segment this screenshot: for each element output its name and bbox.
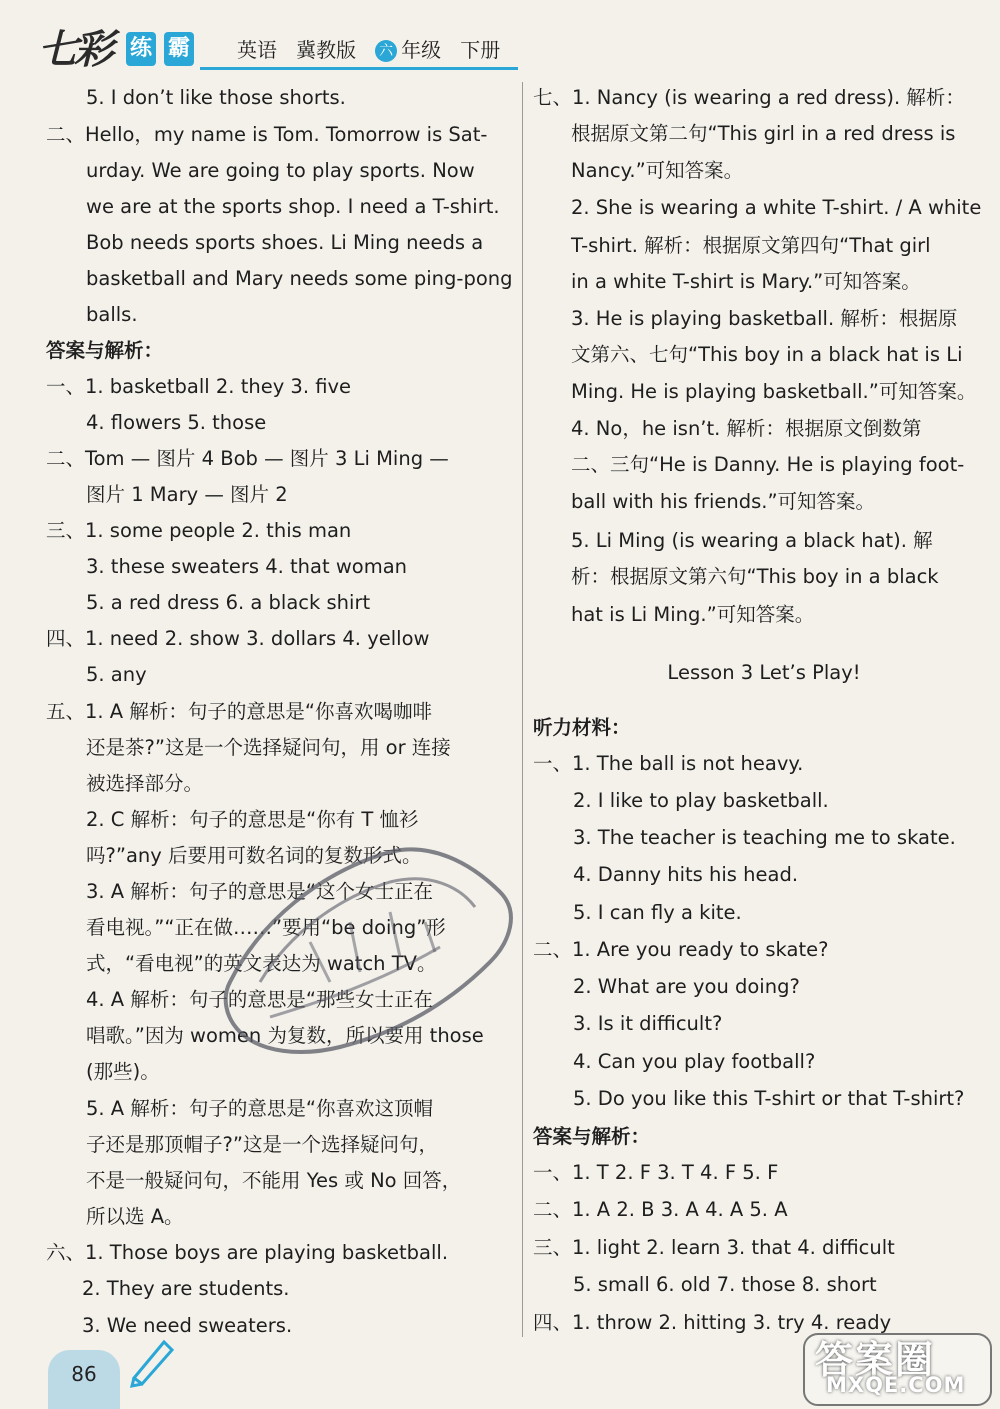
right-column-line-11: 二、三句“He is Danny. He is playing foot- (571, 453, 965, 476)
right-column-line-31: 三、1. light 2. learn 3. that 4. difficult (533, 1236, 895, 1259)
right-column-line-3: Nancy.”可知答案。 (571, 159, 744, 182)
watermark-url: MXQE.COM (826, 1373, 966, 1397)
left-column-line-19: 还是茶?”这是一个选择疑问句，用 or 连接 (86, 736, 451, 759)
left-column-line-20: 被选择部分。 (86, 772, 204, 795)
right-column-line-7: 3. He is playing basketball. 解析：根据原 (571, 307, 958, 330)
right-column-line-21: 4. Danny hits his head. (573, 863, 799, 886)
right-column-line-15: hat is Li Ming.”可知答案。 (571, 603, 815, 626)
left-column-line-12: 图片 1 Mary — 图片 2 (86, 483, 288, 506)
left-column-line-18: 五、1. A 解析：句子的意思是“你喜欢喝咖啡 (46, 700, 432, 723)
left-column-line-29: 5. A 解析：句子的意思是“你喜欢这顶帽 (86, 1097, 433, 1120)
left-column-line-21: 2. C 解析：句子的意思是“你有 T 恤衫 (86, 808, 419, 831)
logo-box-ba: 霸 (164, 32, 194, 66)
right-column-line-20: 3. The teacher is teaching me to skate. (573, 826, 956, 849)
right-column-line-27: 5. Do you like this T-shirt or that T-shirt? (573, 1087, 965, 1110)
right-column-line-2: 根据原文第二句“This girl in a red dress is (571, 122, 956, 145)
left-column-line-2: 二、Hello，my name is Tom. Tomorrow is Sat- (46, 123, 488, 146)
left-column-line-8: 答案与解析： (46, 339, 164, 362)
right-column-line-25: 3. Is it difficult? (573, 1012, 723, 1035)
page-number: 86 (71, 1362, 97, 1386)
logo-box-lian: 练 (126, 32, 156, 66)
right-column-line-18: 一、1. The ball is not heavy. (533, 752, 804, 775)
left-column-line-17: 5. any (86, 663, 147, 686)
right-column-line-24: 2. What are you doing? (573, 975, 800, 998)
left-column-line-6: basketball and Mary needs some ping-pong (86, 267, 513, 290)
left-column-line-3: urday. We are going to play sports. Now (86, 159, 475, 182)
left-column-line-24: 看电视。”“正在做……”要用“be doing”形 (86, 916, 446, 939)
right-column-line-9: Ming. He is playing basketball.”可知答案。 (571, 380, 977, 403)
right-column-line-5: T-shirt. 解析：根据原文第四句“That girl (571, 234, 931, 257)
right-column-line-17: 听力材料： (533, 716, 631, 739)
right-column-line-19: 2. I like to play basketball. (573, 789, 829, 812)
right-column-line-22: 5. I can fly a kite. (573, 901, 742, 924)
left-column-line-33: 六、1. Those boys are playing basketball. (46, 1241, 449, 1264)
left-column-line-32: 所以选 A。 (86, 1205, 184, 1228)
left-column-line-15: 5. a red dress 6. a black shirt (86, 591, 371, 614)
right-column-line-30: 二、1. A 2. B 3. A 4. A 5. A (533, 1198, 788, 1221)
logo-brush-text: 七彩 (38, 26, 110, 73)
left-column-line-26: 4. A 解析：句子的意思是“那些女士正在 (86, 988, 433, 1011)
right-column-line-14: 析：根据原文第六句“This boy in a black (571, 565, 939, 588)
left-column-line-28: (那些)。 (86, 1060, 160, 1083)
right-column-line-8: 文第六、七句“This boy in a black hat is Li (571, 343, 963, 366)
left-column-line-30: 子还是那顶帽子?”这是一个选择疑问句， (86, 1133, 438, 1156)
left-column-line-1: 5. I don’t like those shorts. (86, 86, 346, 109)
page-header (0, 0, 1000, 74)
right-column-line-16: Lesson 3 Let’s Play! (667, 661, 861, 684)
left-column-line-34: 2. They are students. (82, 1277, 290, 1300)
left-column-line-5: Bob needs sports shoes. Li Ming needs a (86, 231, 484, 254)
left-column-line-22: 吗?”any 后要用可数名词的复数形式。 (86, 844, 422, 867)
right-column-line-32: 5. small 6. old 7. those 8. short (573, 1273, 877, 1296)
watermark-cn: 答案圈 (815, 1338, 936, 1382)
right-column-line-29: 一、1. T 2. F 3. T 4. F 5. F (533, 1161, 779, 1184)
header-edition: 冀教版 (296, 38, 357, 62)
right-column-line-1: 七、1. Nancy (is wearing a red dress). 解析： (533, 86, 965, 109)
right-column-line-33: 四、1. throw 2. hitting 3. try 4. ready (533, 1311, 892, 1334)
header-subject: 英语 (237, 38, 277, 62)
grade-badge: 六 (375, 40, 397, 62)
header-rule (200, 67, 518, 70)
left-column-line-23: 3. A 解析：句子的意思是“这个女士正在 (86, 880, 433, 903)
right-column-line-23: 二、1. Are you ready to skate? (533, 938, 829, 961)
left-column-line-35: 3. We need sweaters. (82, 1314, 293, 1337)
right-column-line-6: in a white T-shirt is Mary.”可知答案。 (571, 270, 921, 293)
header-subject-line (237, 34, 500, 63)
ink-stamp-image (200, 832, 530, 1072)
right-column-line-4: 2. She is wearing a white T-shirt. / A white (571, 196, 982, 219)
left-column-line-7: balls. (86, 303, 138, 326)
right-column-line-28: 答案与解析： (533, 1125, 651, 1148)
left-column-line-11: 二、Tom — 图片 4 Bob — 图片 3 Li Ming — (46, 447, 449, 470)
right-column-line-26: 4. Can you play football? (573, 1050, 816, 1073)
left-column-line-13: 三、1. some people 2. this man (46, 519, 352, 542)
left-column-line-27: 唱歌。”因为 women 为复数，所以要用 those (86, 1024, 484, 1047)
column-divider (522, 82, 523, 1337)
left-column-line-4: we are at the sports shop. I need a T-shirt. (86, 195, 500, 218)
right-column-line-10: 4. No，he isn’t. 解析：根据原文倒数第 (571, 417, 922, 440)
header-volume: 下册 (460, 38, 501, 62)
header-grade-label: 年级 (401, 38, 442, 62)
left-column-line-31: 不是一般疑问句，不能用 Yes 或 No 回答， (86, 1169, 462, 1192)
left-column-line-14: 3. these sweaters 4. that woman (86, 555, 408, 578)
left-column-line-25: 式，“看电视”的英文表达为 watch TV。 (86, 952, 437, 975)
left-column-line-16: 四、1. need 2. show 3. dollars 4. yellow (46, 627, 430, 650)
left-column-line-9: 一、1. basketball 2. they 3. five (46, 375, 352, 398)
pencil-icon (124, 1332, 180, 1388)
right-column-line-12: ball with his friends.”可知答案。 (571, 490, 876, 513)
left-column-line-10: 4. flowers 5. those (86, 411, 267, 434)
right-column-line-13: 5. Li Ming (is wearing a black hat). 解 (571, 529, 933, 552)
